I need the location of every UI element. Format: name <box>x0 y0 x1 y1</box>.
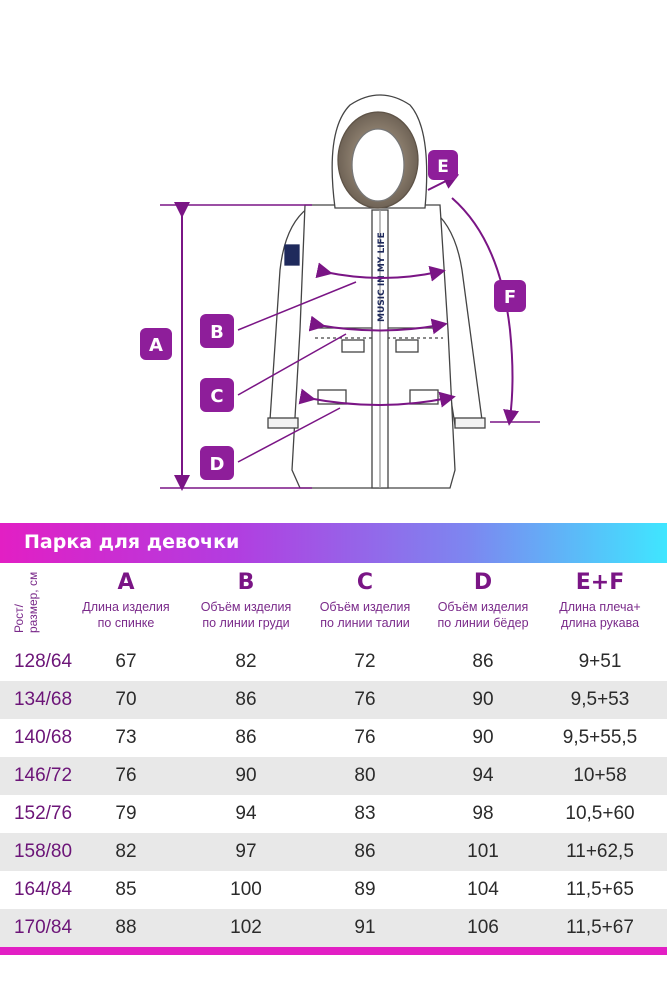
size-column-header: Рост/ размер, см <box>12 571 40 633</box>
table-row <box>0 871 667 909</box>
value-cell-d: 90 <box>472 689 494 710</box>
value-cell-c: 76 <box>354 727 376 748</box>
svg-text:C: C <box>210 386 224 407</box>
table-row <box>0 795 667 833</box>
table-body <box>0 643 667 947</box>
value-cell-d: 94 <box>472 765 494 786</box>
jacket-print-text: MUSIC IN MY LIFE <box>377 232 387 322</box>
table-row <box>0 681 667 719</box>
bottom-accent-bar <box>0 947 667 955</box>
value-cell-b: 86 <box>235 727 257 748</box>
svg-text:B: B <box>210 322 224 343</box>
table-row <box>0 757 667 795</box>
callout-d <box>200 446 234 480</box>
value-cell-d: 98 <box>472 803 494 824</box>
value-cell-b: 82 <box>235 651 257 672</box>
value-cell-d: 106 <box>467 917 499 938</box>
column-header-c: C Объём изделия по линии талии <box>319 570 411 630</box>
value-cell-a: 76 <box>115 765 137 786</box>
value-cell-ef: 11,5+65 <box>566 879 634 900</box>
size-cell: 134/68 <box>13 689 73 710</box>
callout-f <box>494 280 526 312</box>
value-cell-b: 90 <box>235 765 257 786</box>
svg-text:F: F <box>503 287 517 308</box>
value-cell-b: 102 <box>230 917 262 938</box>
table-header <box>0 563 667 643</box>
value-cell-a: 82 <box>115 841 137 862</box>
title-banner <box>0 523 667 563</box>
value-cell-d: 86 <box>472 651 494 672</box>
value-cell-a: 79 <box>115 803 137 824</box>
callout-a <box>140 328 172 360</box>
value-cell-d: 101 <box>467 841 499 862</box>
value-cell-b: 100 <box>230 879 262 900</box>
svg-text:E: E <box>437 157 449 177</box>
svg-text:A: A <box>149 335 163 356</box>
value-cell-c: 76 <box>354 689 376 710</box>
value-cell-c: 83 <box>354 803 376 824</box>
svg-text:D: D <box>209 454 225 475</box>
callout-b <box>200 314 234 348</box>
value-cell-ef: 11+62,5 <box>566 841 634 862</box>
value-cell-ef: 9,5+53 <box>570 689 630 710</box>
table-row <box>0 719 667 757</box>
value-cell-ef: 11,5+67 <box>566 917 634 938</box>
value-cell-c: 86 <box>354 841 376 862</box>
value-cell-c: 72 <box>354 651 376 672</box>
value-cell-ef: 9,5+55,5 <box>562 727 638 748</box>
column-header-ef: E+F Длина плеча+ длина рукава <box>559 570 641 630</box>
size-cell: 146/72 <box>13 765 73 786</box>
value-cell-b: 94 <box>235 803 257 824</box>
value-cell-c: 80 <box>354 765 376 786</box>
size-cell: 152/76 <box>13 803 73 824</box>
column-header-d: D Объём изделия по линии бёдер <box>437 570 529 630</box>
value-cell-a: 67 <box>115 651 137 672</box>
callout-c <box>200 378 234 412</box>
callout-e <box>428 150 458 180</box>
value-cell-ef: 10,5+60 <box>565 803 635 824</box>
size-cell: 128/64 <box>13 651 73 672</box>
value-cell-d: 104 <box>467 879 499 900</box>
value-cell-c: 89 <box>354 879 376 900</box>
size-cell: 170/84 <box>13 917 73 938</box>
table-row <box>0 909 667 947</box>
value-cell-c: 91 <box>354 917 376 938</box>
value-cell-ef: 9+51 <box>578 651 622 672</box>
value-cell-b: 97 <box>235 841 257 862</box>
value-cell-ef: 10+58 <box>573 765 627 786</box>
size-cell: 164/84 <box>13 879 73 900</box>
size-table <box>0 563 667 947</box>
size-cell: 158/80 <box>13 841 73 862</box>
value-cell-a: 88 <box>115 917 137 938</box>
value-cell-d: 90 <box>472 727 494 748</box>
value-cell-a: 85 <box>115 879 137 900</box>
value-cell-a: 70 <box>115 689 137 710</box>
value-cell-b: 86 <box>235 689 257 710</box>
table-row <box>0 643 667 681</box>
column-header-a: A Длина изделия по спинке <box>82 570 170 630</box>
value-cell-a: 73 <box>115 727 137 748</box>
size-cell: 140/68 <box>13 727 73 748</box>
page-title: Парка для девочки <box>24 531 240 553</box>
table-row <box>0 833 667 871</box>
column-header-b: B Объём изделия по линии груди <box>200 570 292 630</box>
